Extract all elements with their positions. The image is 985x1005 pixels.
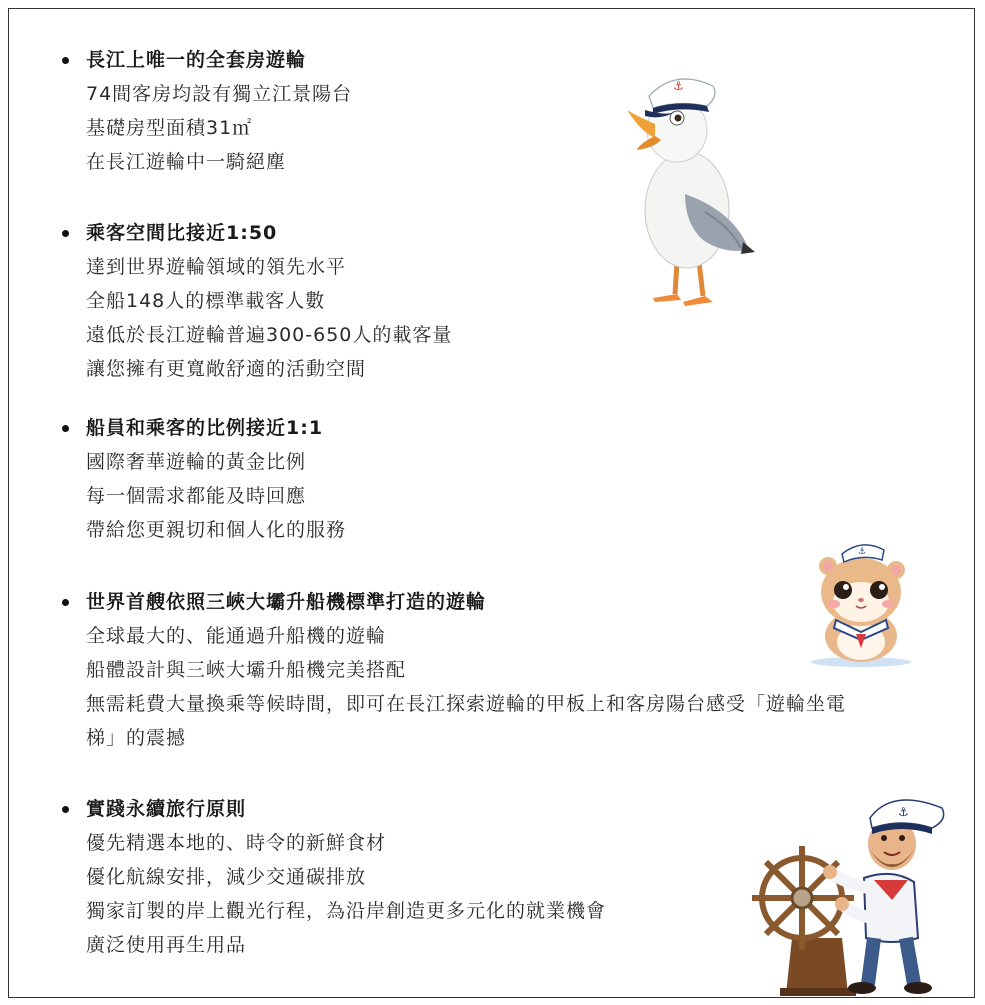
feature-section-crew-ratio <box>62 416 962 547</box>
section-line: 在長江遊輪中一騎絕塵 <box>86 151 287 173</box>
section-line: 遠低於長江遊輪普遍300-650人的載客量 <box>86 324 453 346</box>
section-line: 帶給您更親切和個人化的服務 <box>86 519 347 541</box>
seagull-sailor-illustration <box>615 62 760 312</box>
feature-section-space-ratio <box>62 221 962 386</box>
feature-section-suites <box>62 48 962 179</box>
section-line: 74間客房均設有獨立江景陽台 <box>86 83 353 105</box>
svg-text:⚓: ⚓ <box>858 547 867 557</box>
svg-text:⚓: ⚓ <box>898 805 909 819</box>
section-line: 優化航線安排，減少交通碳排放 <box>86 866 367 888</box>
section-line: 梯」的震撼 <box>86 727 187 749</box>
section-line: 全球最大的、能通過升船機的遊輪 <box>86 625 387 647</box>
svg-text:⚓: ⚓ <box>673 79 684 93</box>
section-line: 廣泛使用再生用品 <box>86 934 247 956</box>
section-line: 國際奢華遊輪的黃金比例 <box>86 451 307 473</box>
section-line: 每一個需求都能及時回應 <box>86 485 307 507</box>
section-line: 基礎房型面積31㎡ <box>86 117 253 139</box>
section-line: 獨家訂製的岸上觀光行程，為沿岸創造更多元化的就業機會 <box>86 900 607 922</box>
section-line: 優先精選本地的、時令的新鮮食材 <box>86 832 387 854</box>
section-heading: 世界首艘依照三峽大壩升船機標準打造的遊輪 <box>62 590 962 614</box>
section-heading: 長江上唯一的全套房遊輪 <box>62 48 962 72</box>
hamster-sailor-illustration <box>806 536 916 668</box>
section-heading: 船員和乘客的比例接近1:1 <box>62 416 962 440</box>
section-line: 讓您擁有更寬敞舒適的活動空間 <box>86 358 367 380</box>
section-heading: 實踐永續旅行原則 <box>62 797 962 821</box>
sailor-captain-wheel-illustration <box>752 788 952 998</box>
section-line: 船體設計與三峽大壩升船機完美搭配 <box>86 659 407 681</box>
section-line: 無需耗費大量換乘等候時間，即可在長江探索遊輪的甲板上和客房陽台感受「遊輪坐電 <box>86 693 847 715</box>
section-line: 達到世界遊輪領域的領先水平 <box>86 256 347 278</box>
section-heading: 乘客空間比接近1:50 <box>62 221 962 245</box>
section-line: 全船148人的標準載客人數 <box>86 290 326 312</box>
